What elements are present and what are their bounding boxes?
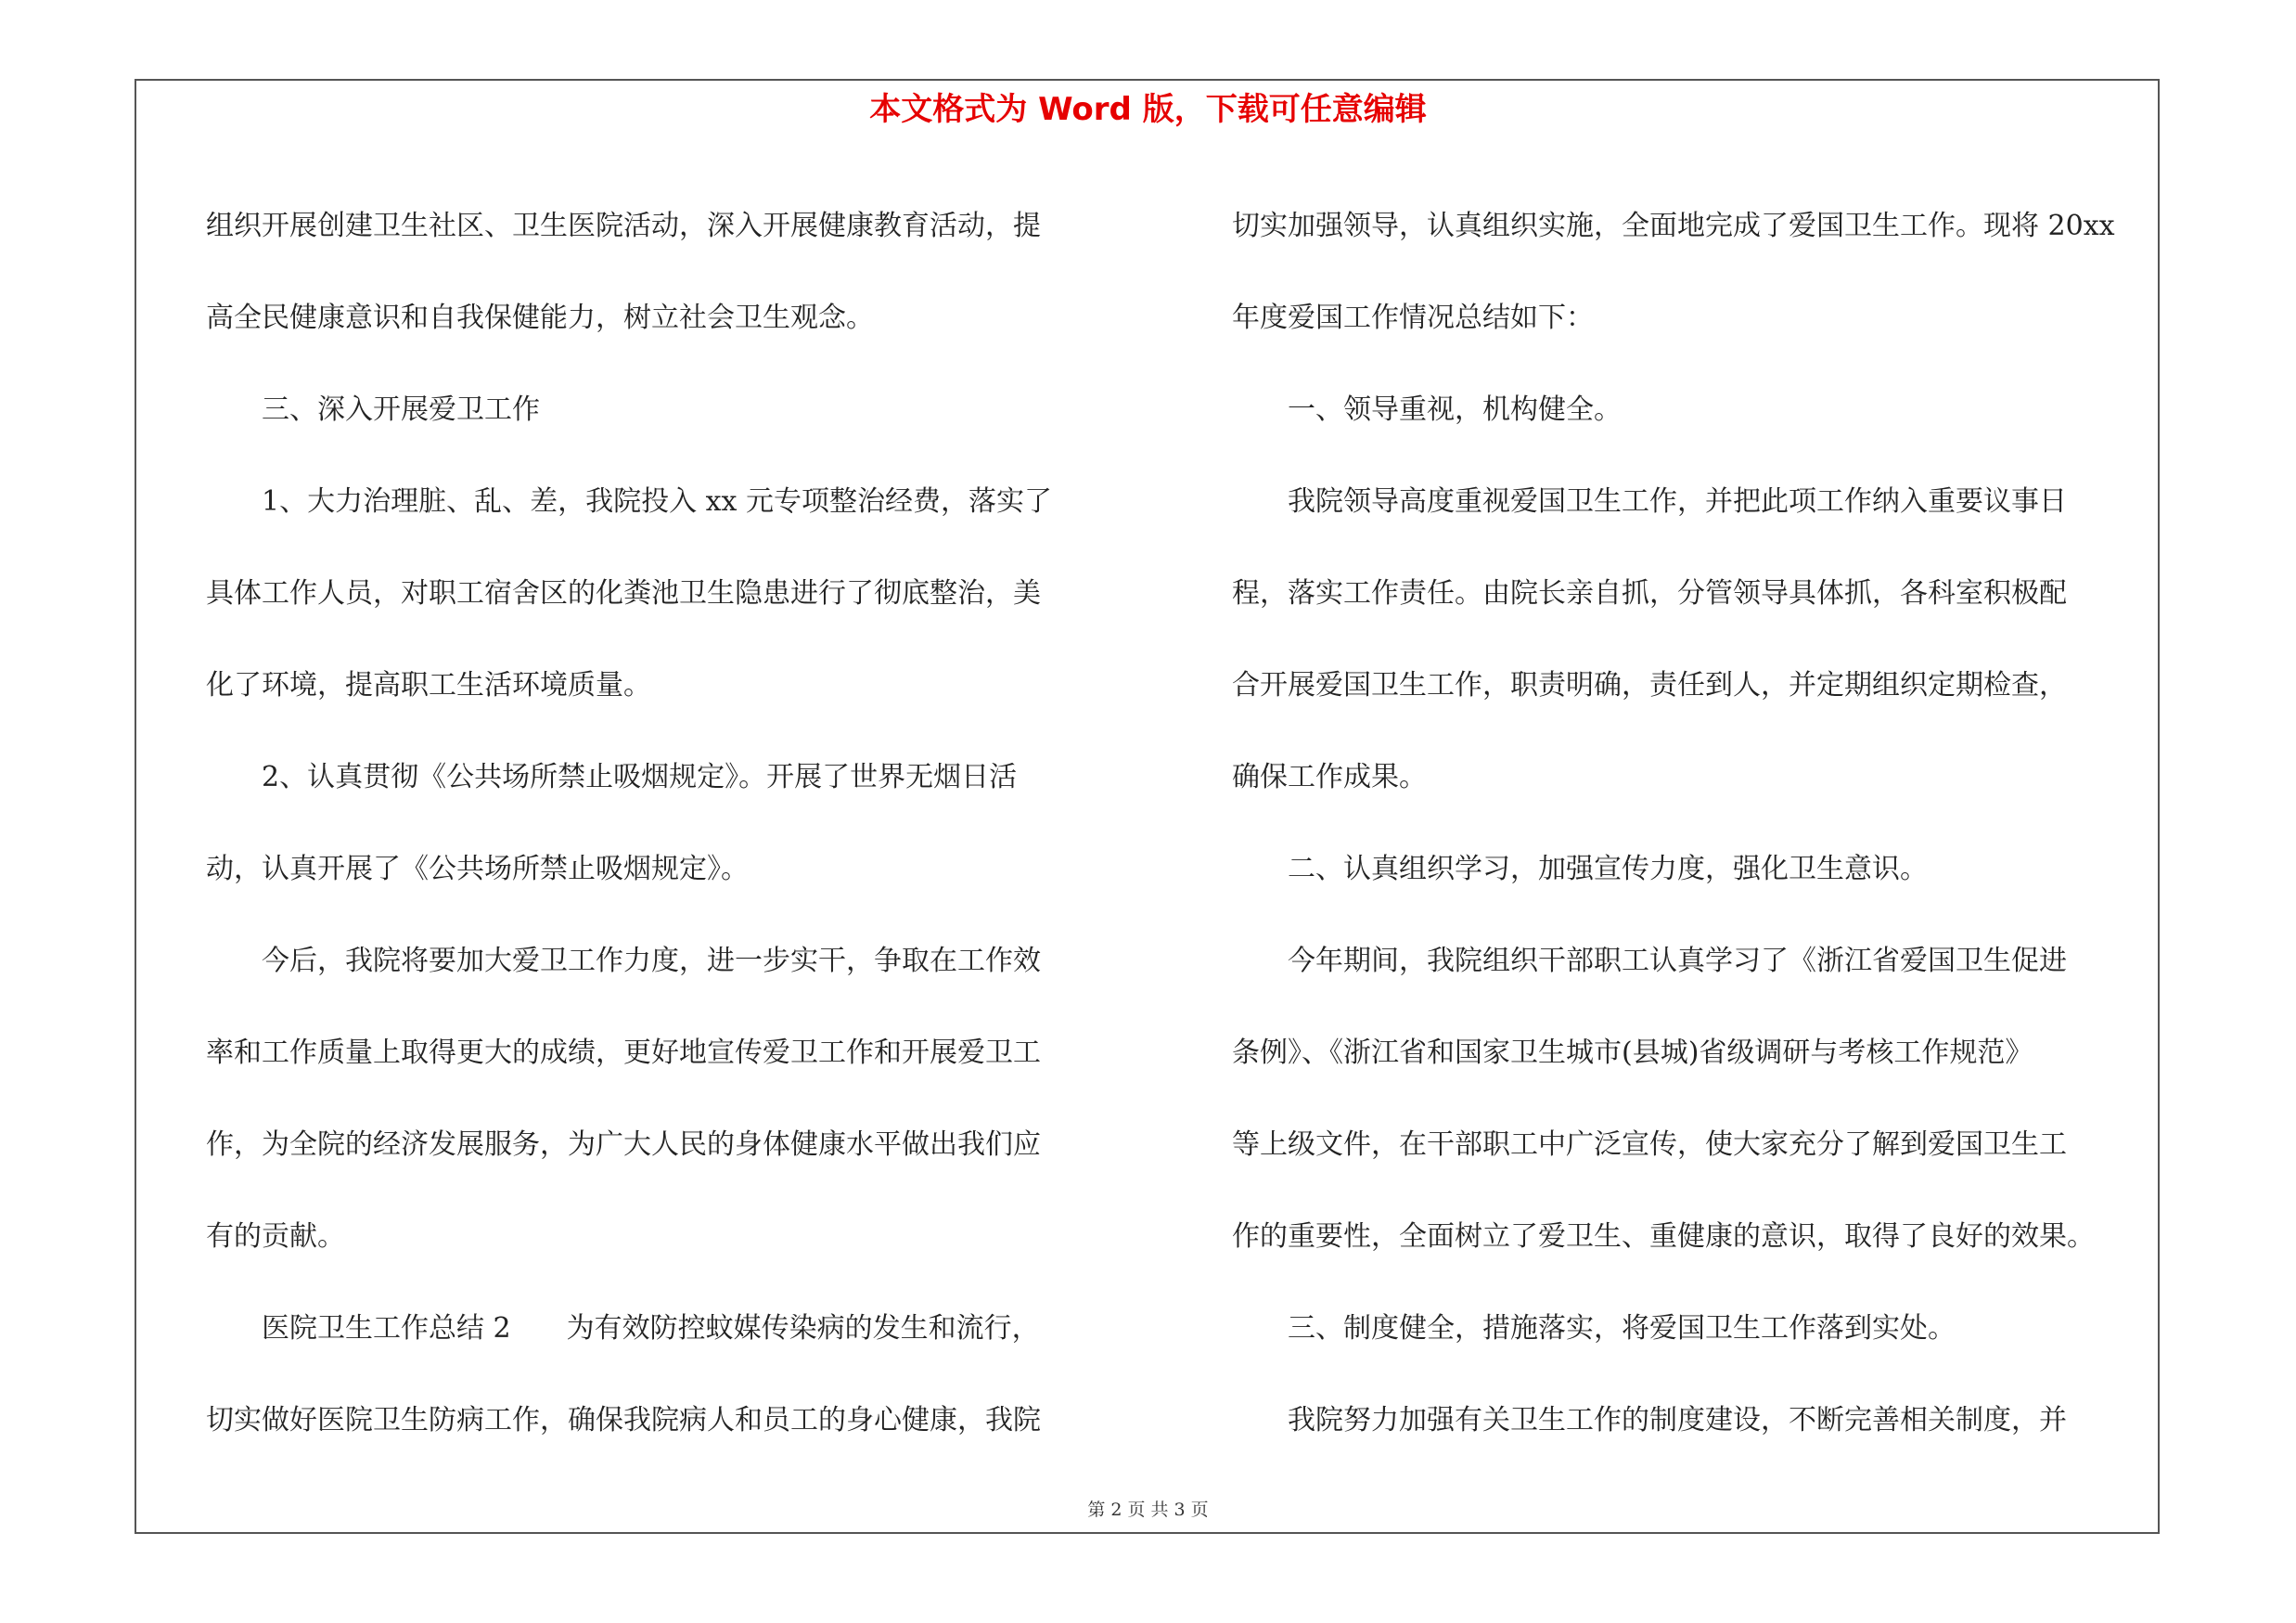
text-line: 医院卫生工作总结 2 为有效防控蚊媒传染病的发生和流行， [206,1312,1040,1345]
text-line: 今年期间，我院组织干部职工认真学习了《浙江省爱国卫生促进 [1232,945,2067,977]
text-line: 切实做好医院卫生防病工作，确保我院病人和员工的身心健康，我院 [206,1404,1041,1436]
right-column [1232,180,2180,1466]
text-line: 条例》、《浙江省和国家卫生城市(县城)省级调研与考核工作规范》 [1232,1037,2033,1069]
text-line: 化了环境，提高职工生活环境质量。 [206,669,651,702]
text-line: 动，认真开展了《公共场所禁止吸烟规定》。 [206,853,749,885]
text-line: 作的重要性，全面树立了爱卫生、重健康的意识，取得了良好的效果。 [1232,1220,2095,1253]
text-line: 率和工作质量上取得更大的成绩，更好地宣传爱卫工作和开展爱卫工 [206,1037,1041,1069]
text-line: 确保工作成果。 [1232,761,1427,793]
text-line: 年度爱国工作情况总结如下： [1232,302,1594,334]
page-number: 第 2 页 共 3 页 [1087,1500,1209,1520]
text-line: 我院努力加强有关卫生工作的制度建设，不断完善相关制度，并 [1232,1404,2067,1436]
text-line: 具体工作人员，对职工宿舍区的化粪池卫生隐患进行了彻底整治，美 [206,577,1041,610]
text-line: 今后，我院将要加大爱卫工作力度，进一步实干，争取在工作效 [206,945,1041,977]
text-line: 我院领导高度重视爱国卫生工作，并把此项工作纳入重要议事日 [1232,485,2067,518]
text-line: 组织开展创建卫生社区、卫生医院活动，深入开展健康教育活动，提 [206,210,1041,242]
section-heading: 三、制度健全，措施落实，将爱国卫生工作落到实处。 [1232,1312,1956,1345]
text-line: 合开展爱国卫生工作，职责明确，责任到人，并定期组织定期检查， [1232,669,2067,702]
text-line: 1、大力治理脏、乱、差，我院投入 xx 元专项整治经费，落实了 [206,485,1052,518]
section-heading: 三、深入开展爱卫工作 [206,393,540,426]
left-column [206,180,1143,1466]
text-line: 程，落实工作责任。由院长亲自抓，分管领导具体抓，各科室积极配 [1232,577,2067,610]
text-line: 高全民健康意识和自我保健能力，树立社会卫生观念。 [206,302,874,334]
format-banner: 本文格式为 Word 版，下载可任意编辑 [869,91,1427,128]
section-heading: 二、认真组织学习，加强宣传力度，强化卫生意识。 [1232,853,1928,885]
text-line: 等上级文件，在干部职工中广泛宣传，使大家充分了解到爱国卫生工 [1232,1128,2067,1161]
text-line: 2、认真贯彻《公共场所禁止吸烟规定》。开展了世界无烟日活 [206,761,1018,793]
text-line: 有的贡献。 [206,1220,345,1253]
text-line: 作，为全院的经济发展服务，为广大人民的身体健康水平做出我们应 [206,1128,1041,1161]
section-heading: 一、领导重视，机构健全。 [1232,393,1622,426]
text-line: 切实加强领导，认真组织实施，全面地完成了爱国卫生工作。现将 20xx [1232,210,2115,242]
